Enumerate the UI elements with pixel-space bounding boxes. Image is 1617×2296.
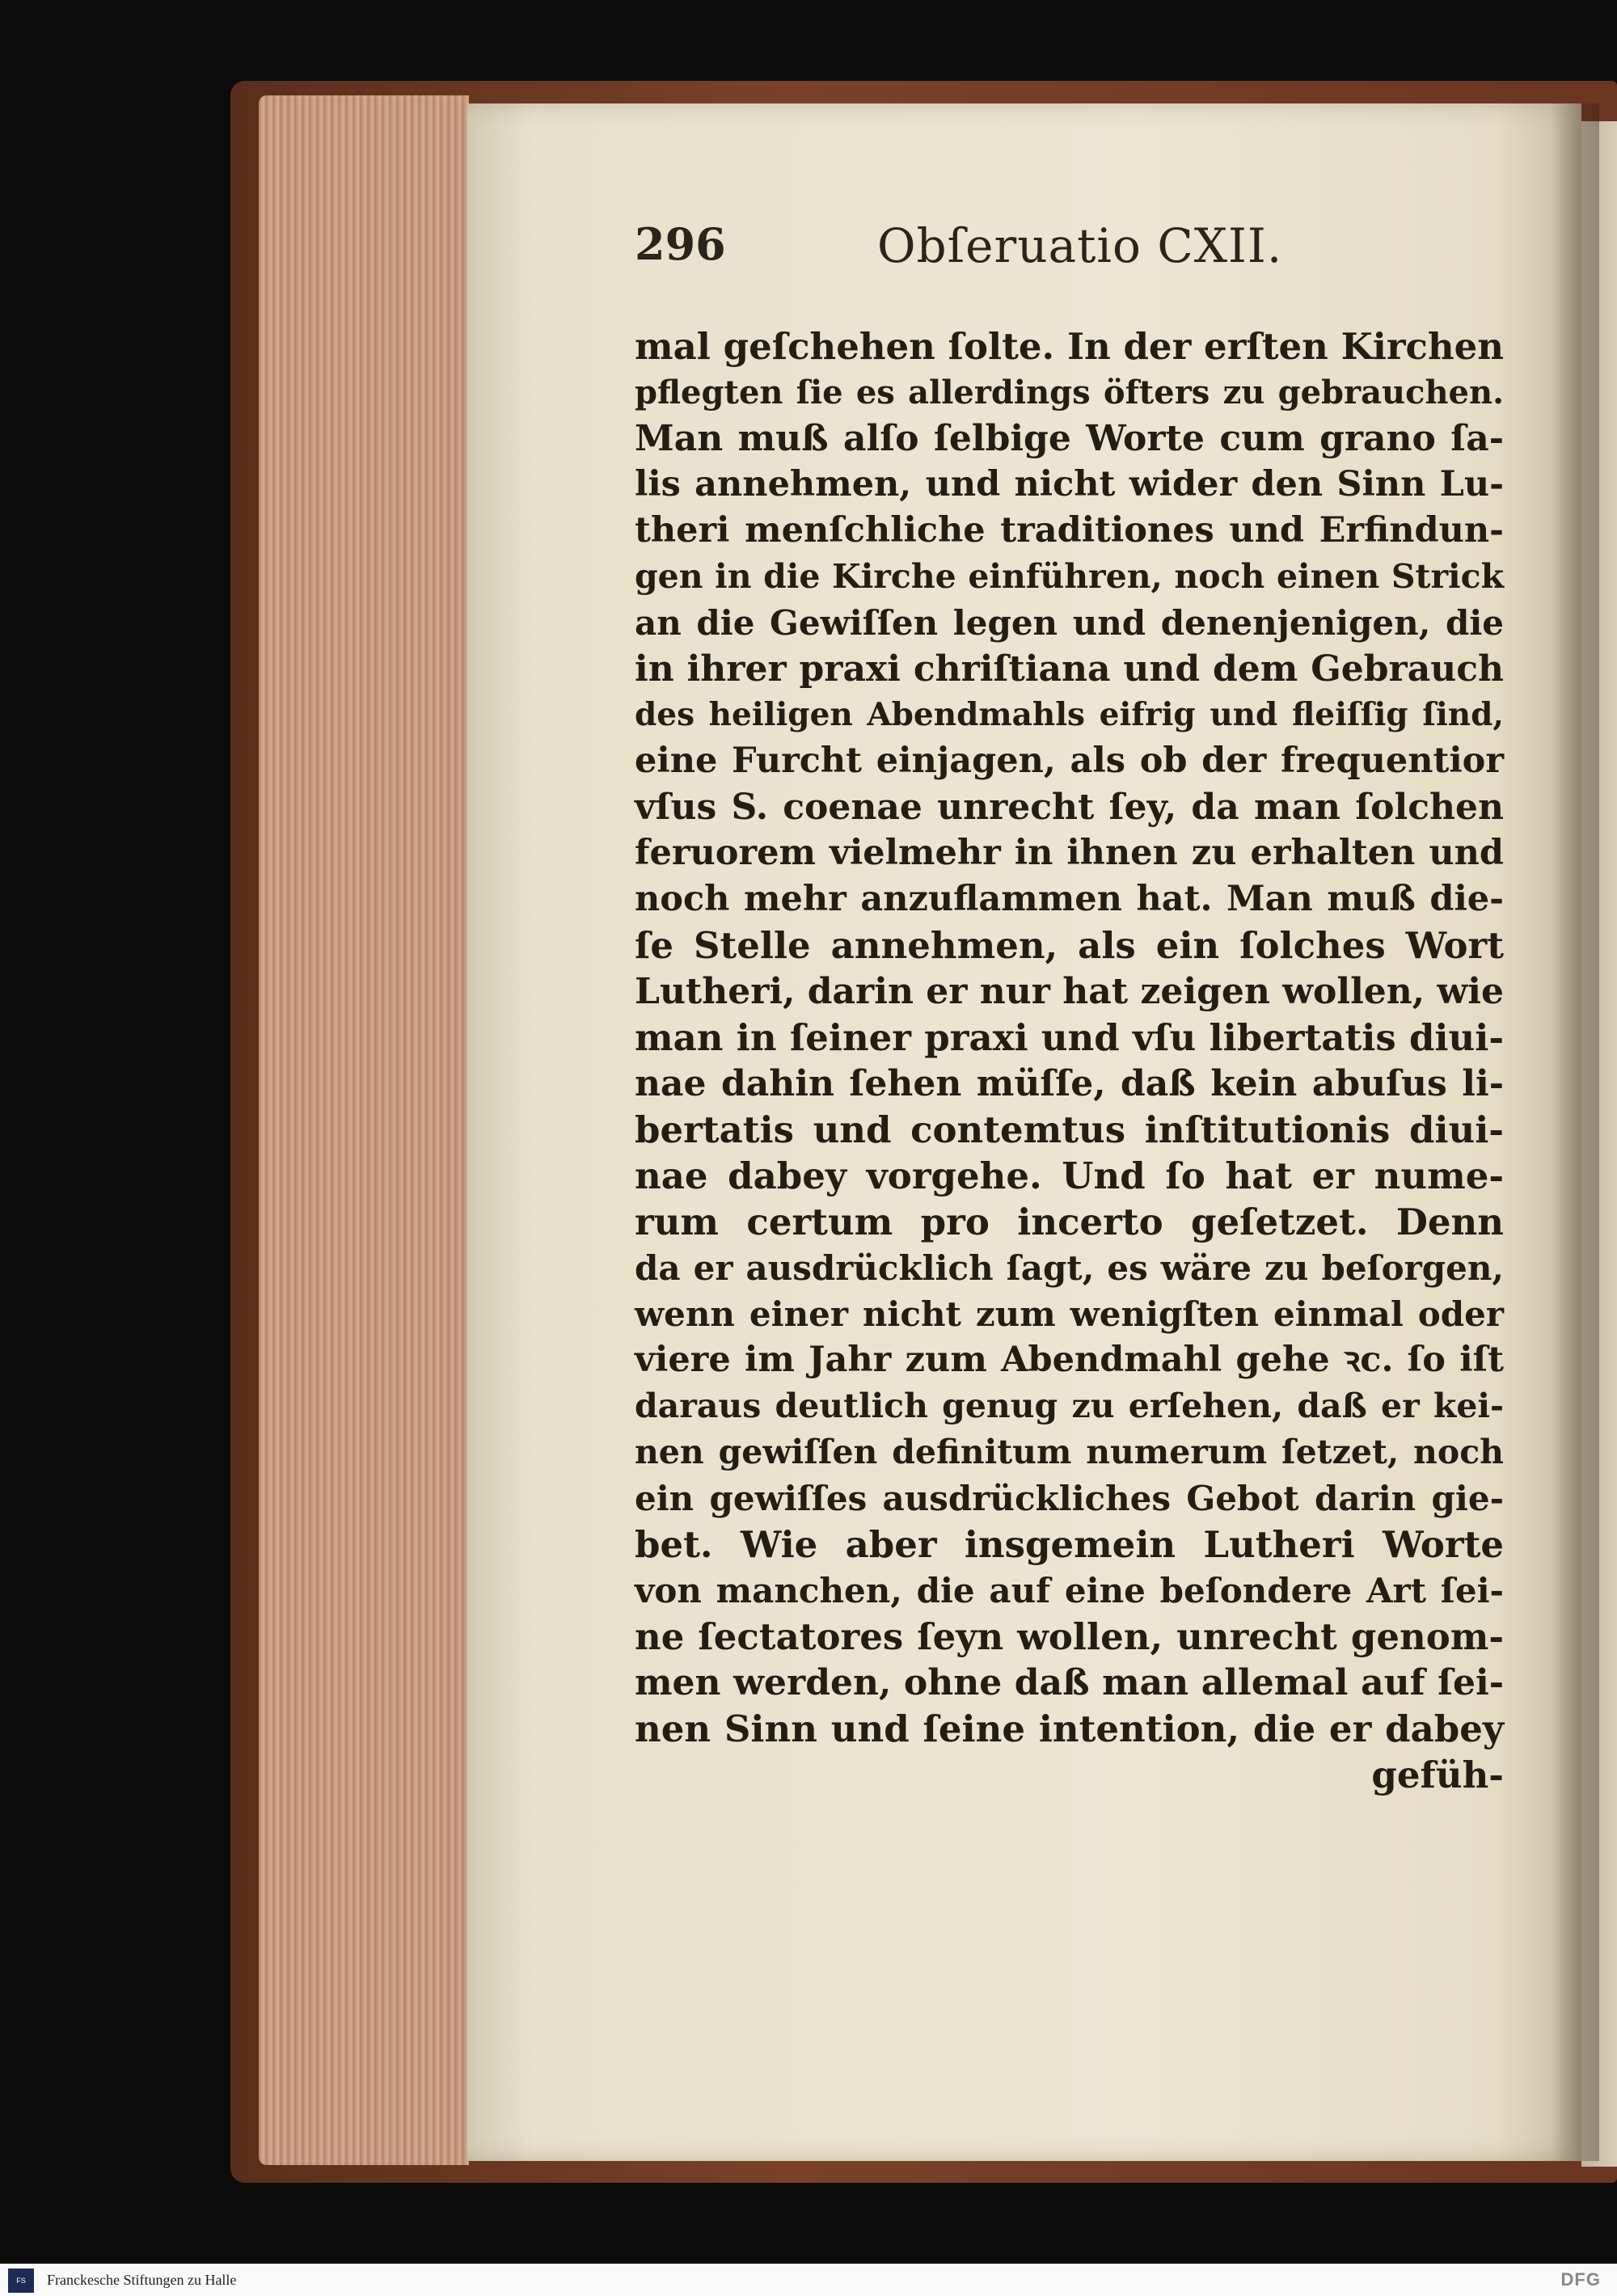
text-line: daraus deutlich genug zu erſehen, daß er kei- [635,1386,1504,1425]
text-line: Lutheri, darin er nur hat zeigen wollen, wie [635,971,1504,1012]
text-line: theri menſchliche traditiones und Erfindun- [635,510,1504,551]
text-line: nae dabey vorgehe. Und ſo hat er nume- [635,1154,1504,1197]
text-line: des heiligen Abendmahls eifrig und fleiſſig ſind, [635,696,1504,733]
text-line: an die Gewiſſen legen und denenjenigen, die [635,603,1504,643]
text-line: nae dahin ſehen müſſe, daß kein abuſus li- [635,1063,1504,1104]
text-line: feruorem vielmehr in ihnen zu erhalten und [635,833,1504,873]
text-line: pflegten ſie es allerdings öfters zu gebrauchen. [635,374,1504,412]
text-line: Man muß alſo ſelbige Worte cum grano ſa- [635,418,1504,459]
text-line: da er ausdrücklich ſagt, es wäre zu beſorgen, [635,1248,1504,1288]
text-line: rum certum pro incerto geſetzet. Denn [635,1201,1504,1243]
text-line: in ihrer praxi chriſtiana und dem Gebrauch [635,648,1504,690]
text-line: men werden, ohne daß man allemal auf ſei- [635,1662,1504,1703]
text-line: nen Sinn und ſeine intention, die er dabey [635,1707,1504,1750]
text-line: mal geſchehen ſolte. In der erſten Kirchen [635,325,1504,368]
page-header [635,218,1524,275]
text-line: ein gewiſſes ausdrückliches Gebot darin gie- [635,1479,1504,1518]
text-line: ne ſectatores ſeyn wollen, unrecht genom- [635,1615,1504,1658]
text-line: bet. Wie aber insgemein Lutheri Worte [635,1523,1504,1566]
text-line: nen gewiſſen definitum numerum ſetzet, noch [635,1433,1504,1471]
page-number: 296 [635,218,726,270]
text-line: wenn einer nicht zum wenigſten einmal oder [635,1294,1504,1334]
page-edges [259,95,469,2165]
text-line: ſe Stelle annehmen, als ein ſolches Wort [635,924,1504,967]
dfg-logo: DFG [1560,2269,1601,2290]
text-line: eine Furcht einjagen, als ob der frequentior [635,741,1504,781]
institution-logo-icon: FS [8,2269,34,2293]
running-title: Obſeruatio CXII. [877,218,1283,273]
text-line: lis annehmen, und nicht wider den Sinn Lu- [635,464,1504,504]
viewer-footer [0,2264,1617,2296]
institution-label: Franckesche Stiftungen zu Halle [47,2272,237,2288]
text-line: man in ſeiner praxi und vſu libertatis diui- [635,1016,1504,1059]
spine-shadow [1551,103,1599,2161]
text-line: von manchen, die auf eine beſondere Art ſei- [635,1571,1504,1610]
body-text [635,323,1504,1798]
catchword: gefüh- [1371,1754,1504,1796]
text-line: bertatis und contemtus inſtitutionis diui- [635,1108,1504,1151]
text-line: viere im Jahr zum Abendmahl gehe ꝛc. ſo iſt [635,1340,1504,1380]
text-line: noch mehr anzuflammen hat. Man muß die- [635,879,1504,919]
text-line: vſus S. coenae unrecht ſey, da man ſolchen [635,787,1504,828]
text-line: gen in die Kirche einführen, noch einen Strick [635,557,1504,596]
